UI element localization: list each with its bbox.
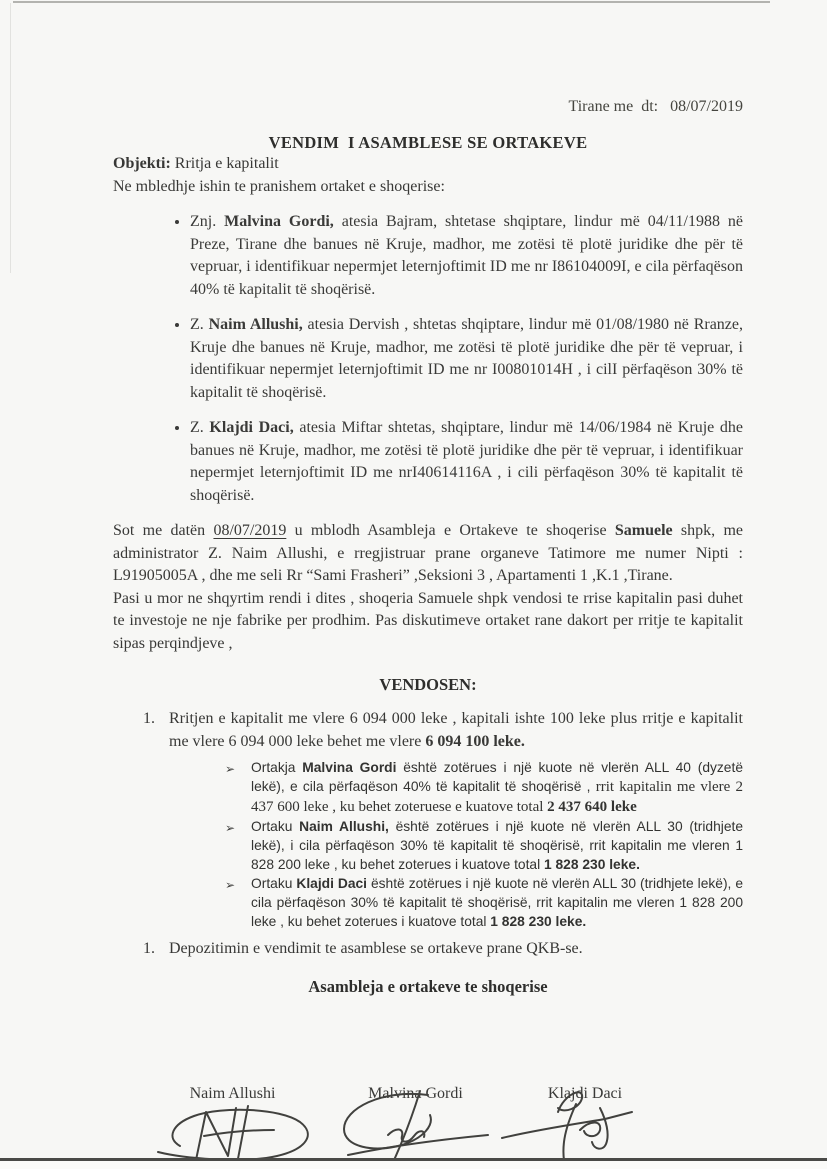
vendosen-heading: VENDOSEN: — [379, 675, 477, 694]
decision-deposit-qkb — [113, 938, 743, 961]
text-segment: u mblodh Asambleja e Ortakeve te shoqerise — [286, 522, 615, 539]
text-segment: 08/07/2019 — [213, 522, 287, 539]
text-segment: 6 094 100 leke. — [425, 732, 525, 750]
signer-name-malvina-gordi: Malvina Gordi — [368, 1085, 463, 1102]
text-segment: Ortaku — [251, 876, 297, 891]
quota-bullet-klajdi-daci — [113, 874, 743, 931]
text-segment: atesia Bajram, shtetase shqiptare, lindur më 04/11/1988 në Preze, Tirane dhe banues në Kruje, madhor, me zotësi të plotë juridike dhe për të vepruar, i identifikuar nepermjet leternjoftimit ID me nr I86104009I, e cila përfaqëson 40% të kapitalit të shoqërisë. — [190, 213, 744, 298]
meeting-paragraph — [113, 520, 743, 588]
present-line: Ne mbledhje ishin te pranishem ortaket e shoqerise: — [113, 177, 445, 195]
arrow-bullet-icon: ➢ — [225, 878, 236, 892]
decision-text — [169, 708, 743, 753]
text-segment: shpk, me administrator Z. Naim Allushi, e rregjistruar prane organeve Tatimore me numer Nipti : L91905005A , dhe me seli Rr “Sami Frasheri” ,Seksioni 3 , Apartamenti 1 ,K.1 ,Tirane. — [113, 522, 743, 584]
text-segment: Samuele — [614, 522, 673, 539]
scan-top-edge-line — [13, 1, 770, 3]
text-segment: Rritjen e kapitalit me vlere 6 094 000 leke , kapitali ishte 100 leke plus rritje e kapitalit me vlere 6 094 000 leke behet me vlere — [169, 710, 743, 750]
partners-list — [113, 211, 743, 507]
text-segment: Malvina Gordi, — [224, 213, 334, 230]
document-content — [113, 98, 743, 997]
text-segment: Naim Allushi, — [299, 819, 389, 834]
text-segment: 1 828 230 leke. — [544, 857, 640, 872]
text-segment: Rritja e kapitalit — [170, 155, 279, 172]
text-segment: Znj. — [190, 213, 225, 230]
document-title: VENDIM I ASAMBLESE SE ORTAKEVE — [268, 133, 588, 152]
text-segment: Depozitimin e vendimit te asamblese se ortakeve prane QKB-se. — [169, 940, 583, 957]
decision-text — [169, 938, 743, 961]
text-segment: është zotërues i një kuote në vlerën ALL 30 (tridhjete lekë), e cila përfaqëson 30% të kapitalit të shoqërisë, rrit kapitalin me vleren 1 828 200 leke , ku behet zoterues i kuatove total — [251, 876, 743, 929]
text-segment: është zotërues i një kuote në vlerën ALL 30 (tridhjete lekë), i cila përfaqëson 30% të kapitalit të shoqërisë, rrit kapitalin me vleren 1 828 200 leke , ku behet zoterues i kuatove total — [251, 819, 743, 872]
text-segment: Z. — [190, 316, 209, 333]
scan-left-edge-line — [10, 3, 11, 273]
partner-item-malvina-gordi — [190, 211, 743, 301]
quota-bullet-text — [251, 758, 743, 817]
signer-name-naim-allushi: Naim Allushi — [189, 1085, 276, 1102]
quota-bullet-text — [251, 817, 743, 874]
text-segment: Ortakja — [251, 760, 303, 775]
decision-number: 1. — [143, 940, 155, 957]
text-segment: Sot me datën — [113, 522, 214, 539]
text-segment: Ortaku — [251, 819, 300, 834]
arrow-bullet-icon: ➢ — [225, 821, 236, 835]
quota-bullet-naim-allushi — [113, 817, 743, 874]
objekti-line — [113, 153, 743, 176]
text-segment: Malvina Gordi — [302, 760, 397, 775]
text-segment: 1 828 230 leke. — [490, 914, 587, 929]
quota-bullet-malvina-gordi — [113, 758, 743, 817]
scan-area-below-edge — [0, 1161, 827, 1169]
decision-capital-increase — [113, 708, 743, 753]
quota-sub-bullets — [113, 758, 743, 931]
text-segment: rrit kapitalin me vlere 2 437 600 leke , ku behet zoteruese e kuatove total — [251, 779, 743, 815]
text-segment: Klajdi Daci — [296, 876, 368, 891]
text-segment: 2 437 640 leke — [547, 799, 637, 815]
agenda-paragraph: Pasi u mor ne shqyrtim rendi i dites , shoqeria Samuele shpk vendosi te rrise kapitalin pasi duhet te investoje ne nje fabrike per prodhim. Pas diskutimeve ortaket rane dakort per rritje te kapitalit sipas perqindjeve , — [113, 589, 743, 652]
text-segment: Objekti: — [113, 155, 171, 172]
signature-klajdi-daci — [500, 1086, 648, 1169]
signature-malvina-gordi — [336, 1089, 492, 1169]
text-segment: atesia Dervish , shtetas shqiptare, lindur më 01/08/1980 në Rranze, Kruje dhe banues në Kruje, madhor, me zotësi të plotë juridike dhe për të vepruar, i identifikuar nepermjet leternjoftimit ID me nr I00801014H , i cilI përfaqëson 30% të kapitalit të shoqërisë. — [190, 316, 743, 401]
text-segment: atesia Miftar shtetas, shqiptare, lindur më 14/06/1984 në Kruje dhe banues në Kruje, madhor, me zotësi të plotë juridike dhe për të vepruar, i identifikuar nepermjet leternjoftimit ID me nrI40614116A , i cili përfaqëson 30% të kapitalit të shoqërisë. — [190, 419, 743, 504]
text-segment: Klajdi Daci, — [209, 419, 294, 436]
decision-number: 1. — [143, 710, 155, 727]
arrow-bullet-icon: ➢ — [225, 762, 236, 776]
text-segment: është zotërues i një kuote në vlerën ALL 40 (dyzetë lekë), e cila përfaqëson 40% të kapitalit të shoqërisë , — [251, 760, 743, 794]
partner-item-klajdi-daci — [190, 417, 743, 507]
text-segment: Z. — [190, 419, 210, 436]
text-segment: Naim Allushi, — [208, 316, 303, 333]
partner-item-naim-allushi — [190, 314, 743, 404]
closing-heading: Asambleja e ortakeve te shoqerise — [308, 976, 548, 996]
date-line: Tirane me dt: 08/07/2019 — [568, 98, 743, 115]
quota-bullet-text — [251, 874, 743, 931]
signer-name-klajdi-daci: Klajdi Daci — [547, 1085, 623, 1102]
